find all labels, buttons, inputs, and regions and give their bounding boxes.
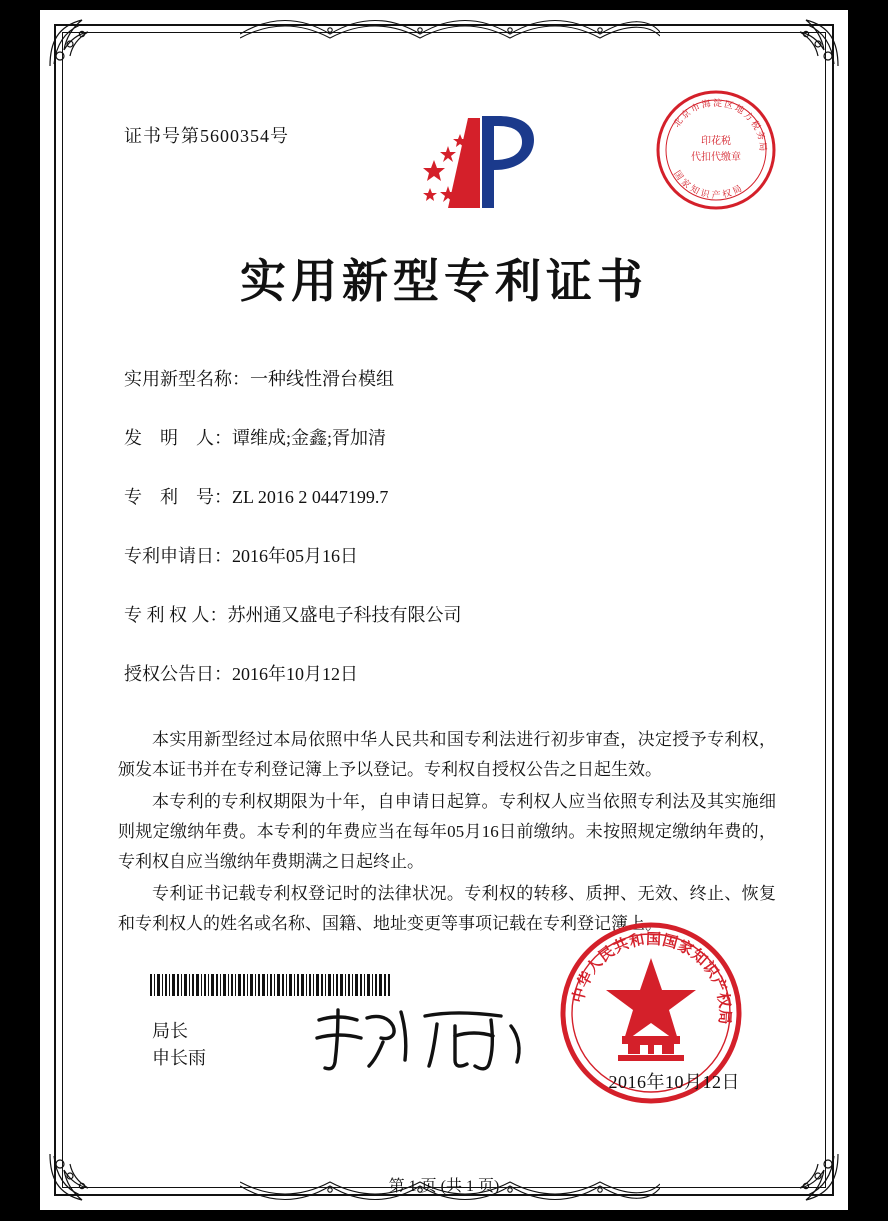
svg-text:市: 市 (689, 102, 703, 116)
svg-text:务: 务 (753, 129, 766, 142)
svg-text:税: 税 (748, 119, 762, 133)
field-value: ZL 2016 2 0447199.7 (232, 487, 389, 507)
svg-text:知: 知 (687, 945, 712, 969)
svg-text:京: 京 (679, 108, 694, 122)
svg-text:和: 和 (627, 930, 646, 951)
ornament-corner-top-right-icon (778, 16, 840, 68)
svg-text:识: 识 (699, 188, 711, 201)
svg-text:局: 局 (756, 141, 768, 152)
ornament-corner-top-left-icon (48, 16, 110, 68)
field-row-grant-date (124, 660, 778, 686)
svg-text:淀: 淀 (712, 98, 723, 110)
svg-text:家: 家 (674, 936, 697, 960)
field-label: 实用新型名称： (124, 369, 250, 389)
sipo-logo-icon (408, 108, 558, 218)
signer-title: 局长 (152, 1021, 188, 1041)
svg-text:局: 局 (715, 1008, 735, 1025)
tax-stamp-top-right (652, 86, 780, 214)
field-row-name (124, 365, 778, 391)
svg-text:华: 华 (573, 968, 597, 991)
page-footer: 第 1 页 (共 1 页) (388, 1178, 500, 1195)
field-label: 专 利 号： (124, 487, 232, 507)
field-value: 一种线性滑台模组 (250, 369, 394, 389)
certificate-page (40, 10, 848, 1210)
field-label: 专利申请日： (124, 546, 232, 566)
svg-text:民: 民 (595, 942, 618, 966)
barcode (150, 974, 390, 996)
legal-text (118, 725, 776, 941)
svg-text:家: 家 (678, 177, 692, 191)
ornament-edge-top-icon (240, 14, 660, 40)
field-label: 授权公告日： (124, 664, 232, 684)
paragraph: 本实用新型经过本局依照中华人民共和国专利法进行初步审查，决定授予专利权，颁发本证书并在专利登记簿上予以登记。专利权自授权公告之日起生效。 (118, 730, 776, 779)
handwritten-signature (305, 1002, 545, 1076)
field-label: 发 明 人： (124, 428, 232, 448)
svg-text:人: 人 (582, 953, 607, 977)
svg-text:中: 中 (568, 985, 590, 1005)
field-value: 谭维成;金鑫;胥加清 (232, 428, 387, 448)
svg-text:权: 权 (713, 991, 735, 1010)
paragraph: 本专利的专利权期限为十年，自申请日起算。专利权人应当依照专利法及其实施细则规定缴纳年费。本专利的年费应当在每年05月16日前缴纳。未按照规定缴纳年费的，专利权自应当缴纳年费期满之日起终止。 (118, 792, 776, 871)
svg-text:方: 方 (741, 110, 755, 124)
svg-text:区: 区 (722, 99, 735, 112)
signer-block (152, 1018, 206, 1072)
svg-text:地: 地 (732, 103, 746, 117)
field-value: 2016年10月12日 (232, 664, 358, 684)
svg-text:共: 共 (610, 934, 632, 957)
field-row-patent-number (124, 483, 778, 509)
svg-text:海: 海 (700, 99, 712, 111)
certificate-content (90, 70, 798, 1164)
svg-text:产: 产 (711, 191, 721, 201)
paragraph: 专利证书记载专利权登记时的法律状况。专利权的转移、质押、无效、终止、恢复和专利权人的姓名或名称、国籍、地址变更等事项记载在专利登记簿上。 (118, 884, 776, 933)
svg-text:识: 识 (699, 958, 723, 981)
field-row-inventor (124, 424, 778, 450)
field-row-application-date (124, 542, 778, 568)
field-value: 2016年05月16日 (232, 546, 358, 566)
svg-text:国: 国 (645, 929, 662, 949)
signer-name: 申长雨 (152, 1048, 206, 1068)
svg-text:印花税: 印花税 (701, 136, 731, 147)
page-title: 实用新型专利证书 (240, 254, 648, 308)
field-label: 专 利 权 人： (124, 605, 228, 625)
svg-text:代扣代缴章: 代扣代缴章 (691, 152, 741, 163)
svg-text:产: 产 (707, 973, 731, 995)
certificate-number: 证书号第5600354号 (124, 126, 289, 146)
svg-text:北: 北 (672, 116, 686, 130)
field-row-patentee (124, 601, 778, 627)
field-list (124, 365, 778, 719)
field-value: 苏州通又盛电子科技有限公司 (227, 605, 462, 625)
svg-text:国: 国 (671, 169, 685, 183)
svg-text:知: 知 (688, 184, 701, 198)
issue-date: 2016年10月12日 (608, 1072, 740, 1092)
svg-text:国: 国 (660, 930, 680, 953)
svg-text:权: 权 (721, 188, 733, 201)
svg-text:局: 局 (731, 184, 744, 198)
